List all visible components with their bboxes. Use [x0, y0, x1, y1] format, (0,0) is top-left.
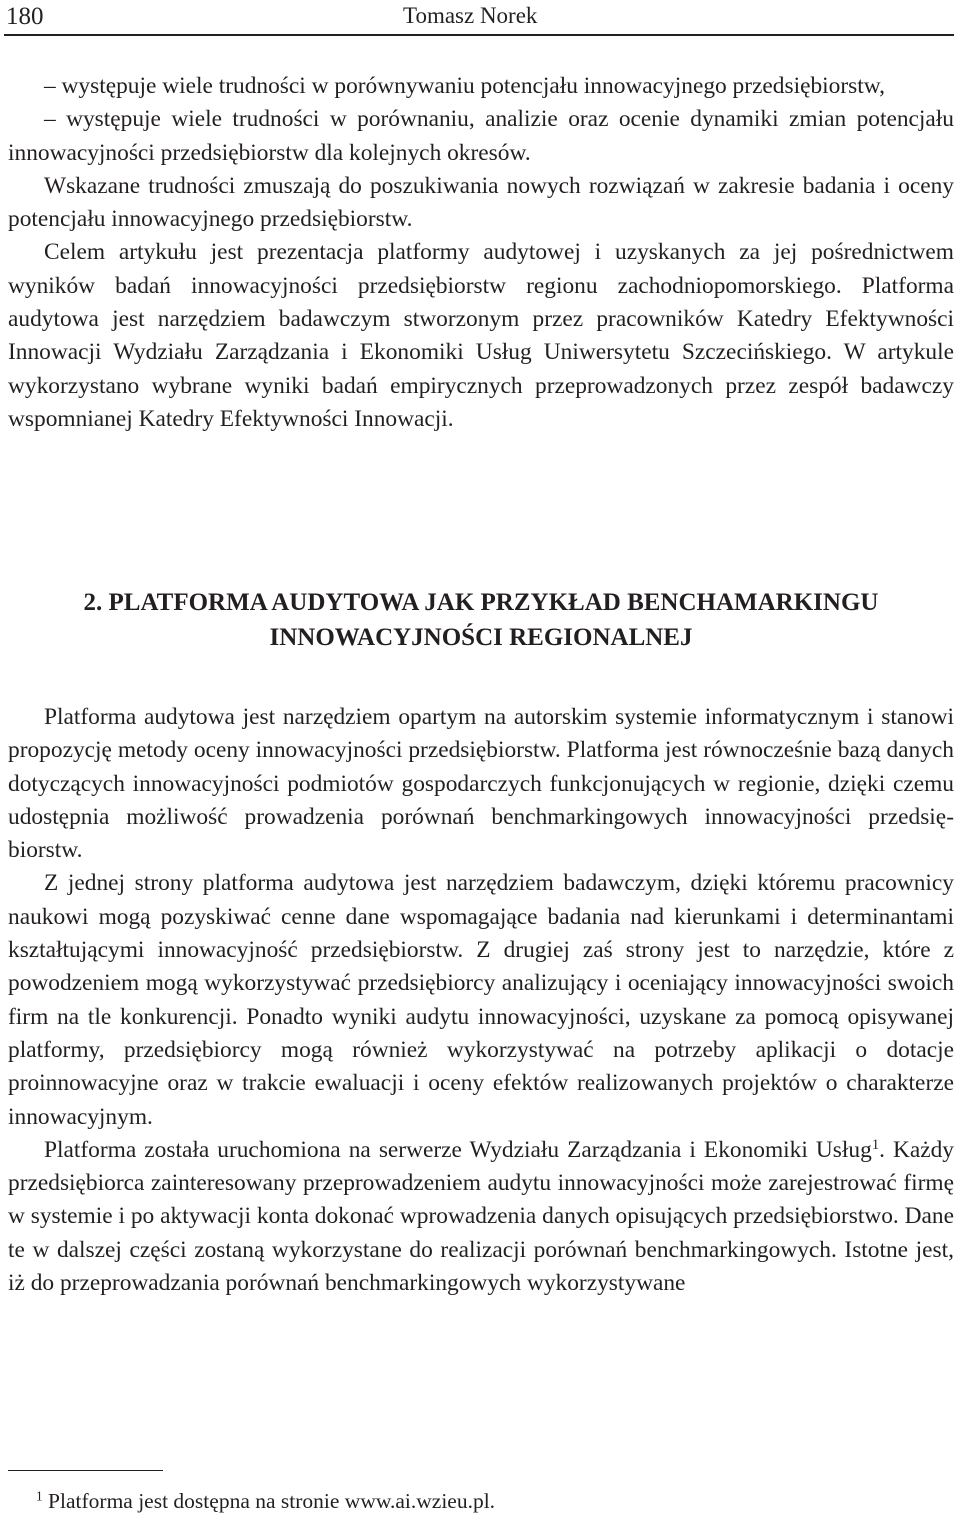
- bullet-item: – występuje wiele trudności w porównywaniu potencjału innowacyjnego przedsiębiorstw,: [44, 73, 885, 99]
- paragraph: Platforma audytowa jest narzędziem opartym na autorskim systemie informatycznym i stanowi propozycję metody oceny innowacyjności przedsiębiorstw. Platforma jest równocześnie bazą danych dotyczących innowacyjności podmiotów gospodarczych funkcjonujących w regionie, dzięki czemu udostępnia możliwość prowadzenia porównań benchmarkingowych innowacyjności przedsiębiorstw.: [8, 704, 954, 864]
- section-heading-line: INNOWACYJNOŚCI REGIONALNEJ: [269, 624, 693, 651]
- paragraph-text: . Każdy przedsiębiorca zainteresowany przeprowadzeniem audytu innowacyjności może zarejestrować firmę w systemie i po aktywacji konta dokonać wprowadzenia danych opisujących przedsiębiorstwo. Dane te w dalszej części zostaną wykorzystane do realizacji porównań benchmarkingowych. Istotne jest, iż do przeprowadzania porównań benchmarkingowych wykorzystywane: [8, 1136, 954, 1297]
- footnote-separator: [8, 1470, 163, 1471]
- paragraph: Wskazane trudności zmuszają do poszukiwania nowych rozwiązań w zakresie badania i oceny potencjału innowacyjnego przedsiębiorstw.: [8, 172, 954, 233]
- page-header: [4, 0, 954, 36]
- paragraph: Celem artykułu jest prezentacja platformy audytowej i uzyskanych za jej pośrednictwem wyników badań innowacyjności przedsiębiorstw regionu zachodniopomorskiego. Platforma audytowa jest narzędziem badawczym stworzonym przez pracowników Katedry Efektywności Innowacji Wydziału Zarządzania i Ekonomiki Usług Uniwersytetu Szczecińskiego. W artykule wykorzystano wybrane wyniki badań empirycznych przeprowadzonych przez zespół badawczy wspomnianej Katedry Efektywności Innowacji.: [8, 239, 954, 432]
- footnote-text: Platforma jest dostępna na stronie www.ai.wzieu.pl.: [48, 1489, 496, 1513]
- section-text-block: [8, 701, 954, 1300]
- bullet-item: – występuje wiele trudności w porównaniu, analizie oraz ocenie dynamiki zmian potencjału innowacyjności przedsiębiorstw dla kolejnych okresów.: [8, 106, 954, 166]
- section-heading-line: 2. PLATFORMA AUDYTOWA JAK PRZYKŁAD BENCHAMARKINGU: [83, 589, 879, 616]
- paragraph: [8, 1134, 954, 1300]
- section-heading: [8, 585, 954, 655]
- intro-text-block: [8, 70, 954, 436]
- paragraph: Z jednej strony platforma audytowa jest narzędziem badawczym, dzięki któremu pracownicy naukowi mogą pozyskiwać cenne dane wspomagające badania nad kierunkami i determinantami kształtującymi innowacyjność przedsiębiorstw. Z drugiej zaś strony jest to narzędzie, które z powodzeniem mogą wykorzystywać przedsiębiorcy analizujący i oceniający innowacyjności swoich firm na tle konkurencji. Ponadto wyniki audytu innowacyjności, uzyskane za pomocą opisywanej platformy, przedsiębiorcy mogą również wykorzystywać na potrzeby aplikacji o dotacje proinnowacyjne oraz w trakcie ewaluacji i oceny efektów realizowanych projektów o charakterze innowacyjnym.: [8, 870, 954, 1130]
- page-number: 180: [6, 3, 44, 30]
- footnote: [36, 1486, 495, 1516]
- footnote-reference: 1: [871, 1136, 880, 1153]
- footnote-marker: 1: [36, 1488, 43, 1504]
- running-head-author: Tomasz Norek: [403, 3, 538, 28]
- paragraph-text: Platforma została uruchomiona na serwerze Wydziału Zarządzania i Ekonomiki Usług: [44, 1136, 872, 1163]
